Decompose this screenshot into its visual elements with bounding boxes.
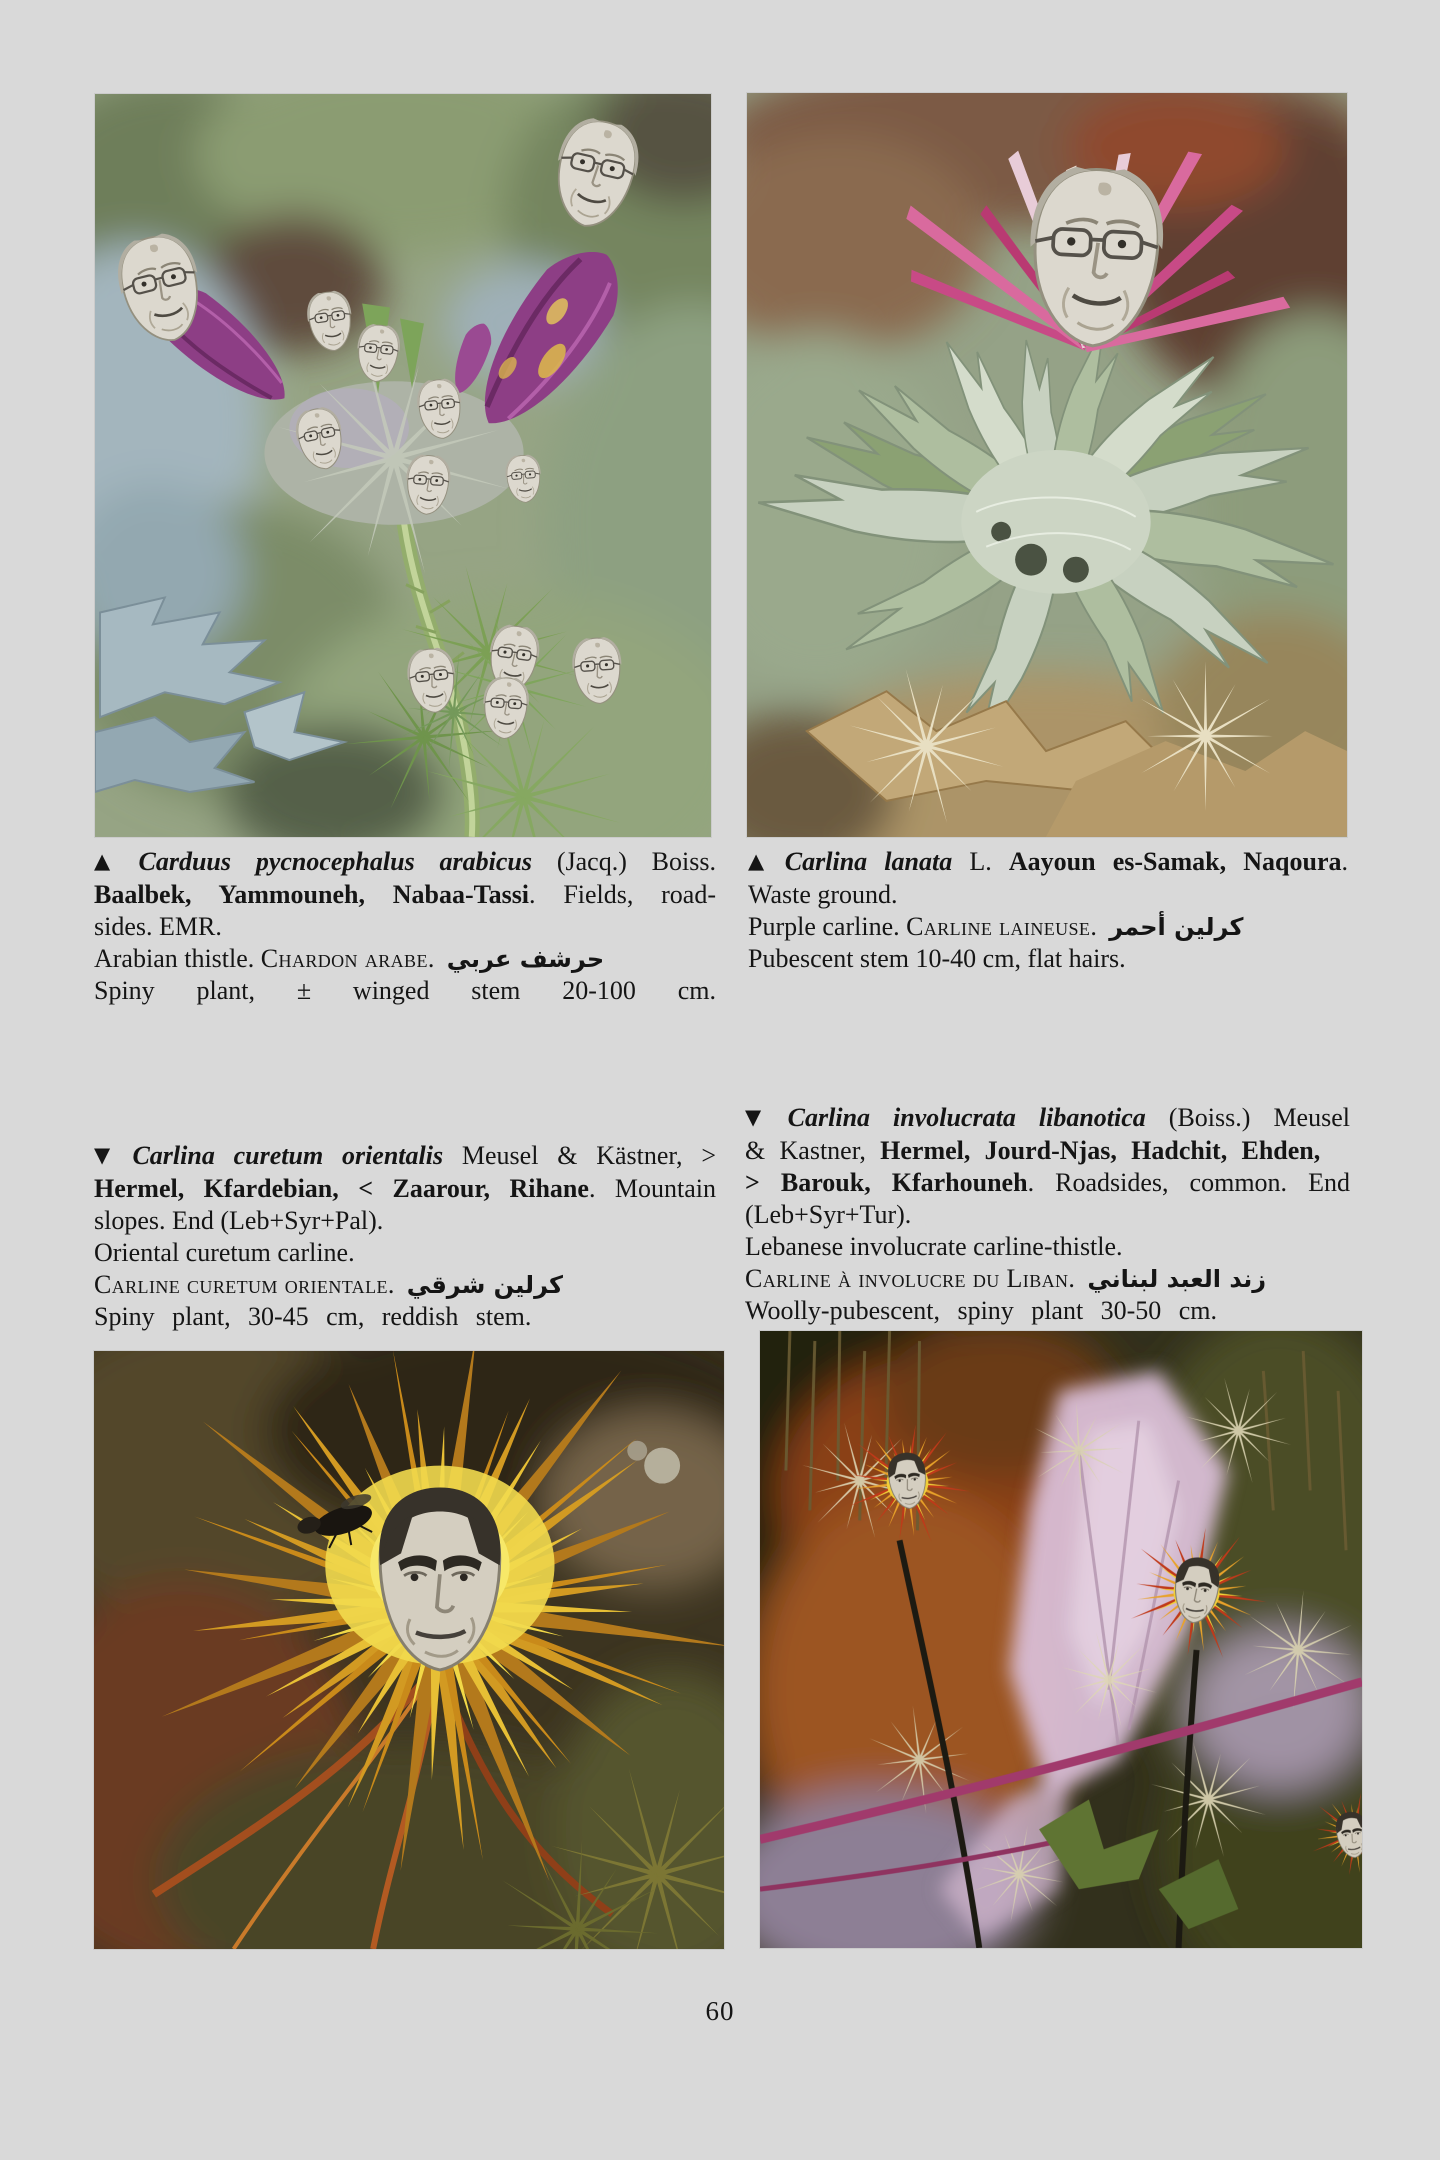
photo-illustration bbox=[760, 1331, 1362, 1948]
french-name: Carline à involucre du Liban. bbox=[745, 1264, 1076, 1293]
entry-line: > Barouk, Kfarhouneh. Roadsides, common. End bbox=[745, 1168, 1350, 1197]
photo-carlina-involucrata bbox=[759, 1330, 1363, 1949]
entry-line bbox=[745, 1263, 1350, 1295]
entry-line: ▲ Carlina lanata L. Aayoun es-Samak, Naqoura. bbox=[748, 847, 1348, 876]
entry-line bbox=[94, 1269, 716, 1301]
entry-line bbox=[745, 1231, 1350, 1263]
arabic-name: زند العبد لبناني bbox=[1087, 1265, 1267, 1293]
entry-line: Waste ground. bbox=[748, 880, 898, 909]
locations: Aayoun es-Samak, Naqoura bbox=[1008, 847, 1342, 876]
species-name: Carlina involucrata libanotica bbox=[787, 1103, 1146, 1132]
entry-line bbox=[94, 846, 716, 879]
down-triangle-icon: ▼ bbox=[94, 1143, 123, 1167]
species-name: Carduus pycnocephalus arabicus bbox=[138, 847, 532, 876]
author-citation: (Boiss.) Meusel bbox=[1145, 1103, 1350, 1132]
description: Woolly-pubescent, spiny plant 30-50 cm. bbox=[745, 1296, 1217, 1325]
entry-line bbox=[745, 1102, 1350, 1135]
arabic-name: كرلين أحمر bbox=[1109, 913, 1244, 941]
up-triangle-icon: ▲ bbox=[94, 849, 129, 873]
entry-line: (Leb+Syr+Tur). bbox=[745, 1200, 912, 1229]
entry-line: sides. EMR. bbox=[94, 912, 222, 941]
species-name: Carlina curetum orientalis bbox=[132, 1141, 444, 1170]
author-citation: (Jacq.) Boiss. bbox=[532, 847, 716, 876]
entry-line bbox=[94, 975, 716, 1007]
english-name: Arabian thistle. bbox=[94, 944, 261, 973]
photo-carlina-lanata bbox=[746, 92, 1348, 838]
description: Pubescent stem 10-40 cm, flat hairs. bbox=[748, 944, 1126, 973]
species-entry-carlina-curetum-orientalis bbox=[94, 1140, 716, 1333]
entry-line bbox=[94, 1237, 716, 1269]
entry-line bbox=[94, 1140, 716, 1173]
english-name: Oriental curetum carline. bbox=[94, 1238, 355, 1267]
species-entry-carlina-lanata bbox=[748, 846, 1348, 975]
locations: Hermel, Jourd-Njas, Hadchit, Ehden, bbox=[880, 1136, 1321, 1165]
description: Spiny plant, ± winged stem 20-100 cm. bbox=[94, 976, 716, 1005]
up-triangle-icon: ▲ bbox=[748, 849, 775, 873]
entry-line bbox=[745, 1295, 1350, 1327]
entry-line bbox=[748, 911, 1348, 943]
photo-carlina-curetum-orientalis bbox=[93, 1350, 725, 1950]
entry-line: slopes. End (Leb+Syr+Pal). bbox=[94, 1206, 384, 1235]
locations: > Barouk, Kfarhouneh bbox=[745, 1168, 1028, 1197]
arabic-name: حرشف عربي bbox=[446, 945, 605, 973]
english-name: Lebanese involucrate carline-thistle. bbox=[745, 1232, 1123, 1261]
entry-line bbox=[94, 1301, 716, 1333]
entry-line: Baalbek, Yammouneh, Nabaa-Tassi. Fields, road- bbox=[94, 880, 716, 909]
entry-line: Hermel, Kfardebian, < Zaarour, Rihane. Mountain bbox=[94, 1174, 717, 1203]
photo-carduus-pycnocephalus bbox=[94, 93, 712, 838]
french-name: Carline curetum orientale. bbox=[94, 1270, 395, 1299]
entry-line: & Kastner, Hermel, Jourd-Njas, Hadchit, Ehden, bbox=[745, 1136, 1321, 1165]
french-name: Carline laineuse. bbox=[906, 912, 1098, 941]
species-entry-carduus-pycnocephalus bbox=[94, 846, 716, 1007]
author-citation: L. bbox=[952, 847, 1009, 876]
author-citation: Meusel & Kästner, > bbox=[443, 1141, 716, 1170]
photo-illustration bbox=[95, 94, 711, 837]
english-name: Purple carline. bbox=[748, 912, 907, 941]
french-name: Chardon arabe. bbox=[260, 944, 435, 973]
species-entry-carlina-involucrata-libanotica bbox=[745, 1102, 1350, 1327]
entry-line bbox=[94, 943, 716, 975]
description: Spiny plant, 30-45 cm, reddish stem. bbox=[94, 1302, 532, 1331]
page-number: 60 bbox=[705, 1996, 735, 2026]
photo-illustration bbox=[747, 93, 1347, 837]
locations: Baalbek, Yammouneh, Nabaa-Tassi bbox=[94, 880, 530, 909]
locations: Hermel, Kfardebian, < Zaarour, Rihane bbox=[94, 1174, 589, 1203]
arabic-name: كرلين شرقي bbox=[406, 1271, 563, 1299]
species-name: Carlina lanata bbox=[784, 847, 953, 876]
down-triangle-icon: ▼ bbox=[745, 1105, 778, 1129]
entry-line bbox=[748, 943, 1348, 975]
photo-illustration bbox=[94, 1351, 724, 1949]
